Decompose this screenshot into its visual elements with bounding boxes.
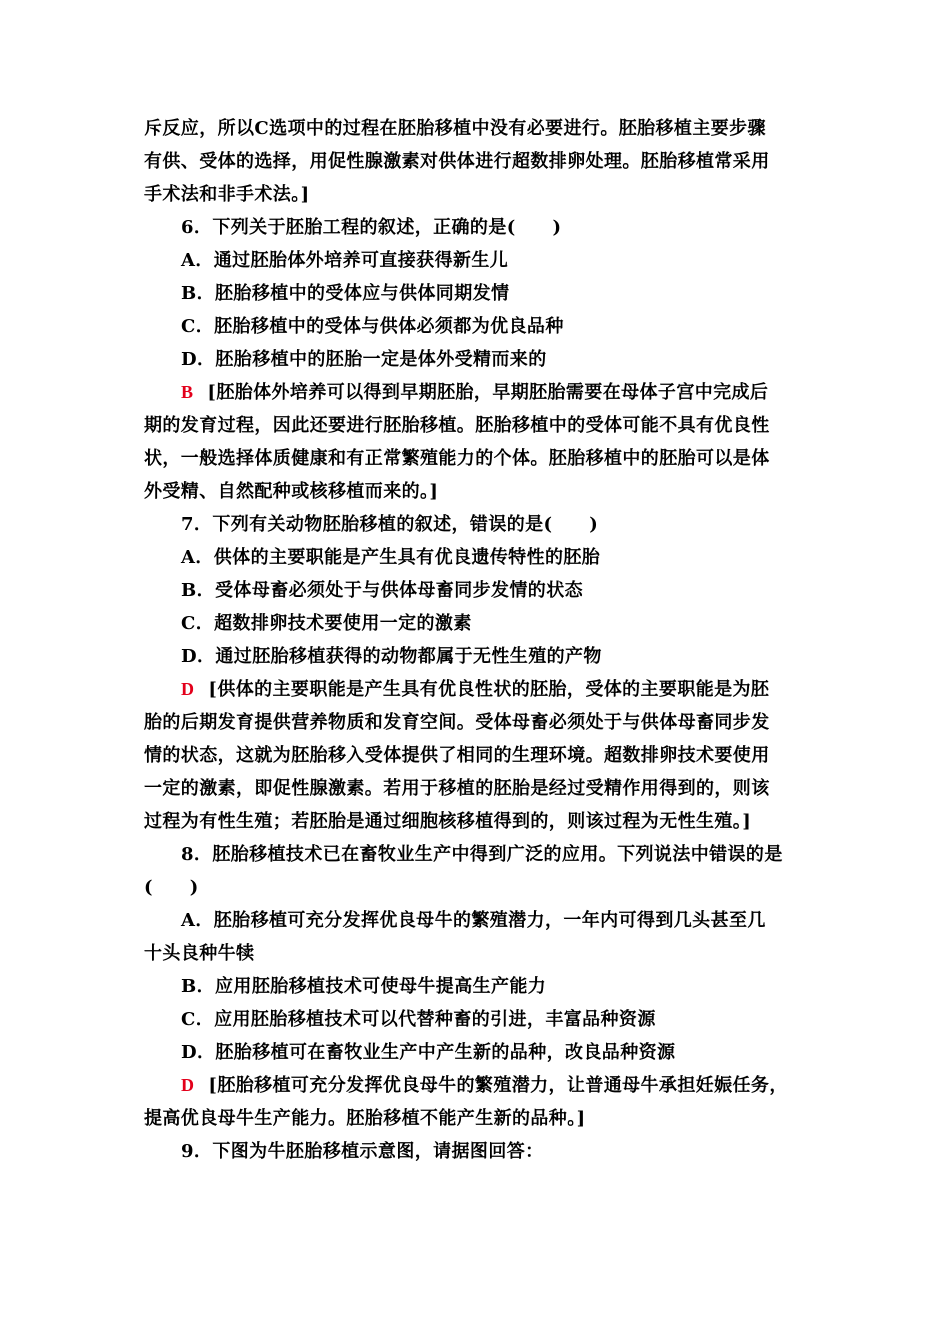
document-body xyxy=(144,112,812,1168)
text-line xyxy=(144,1135,812,1168)
answer-explanation-line xyxy=(144,673,812,706)
answer-letter: D xyxy=(181,1075,195,1095)
text-line xyxy=(144,1036,812,1069)
line-text: A．通过胚胎体外培养可直接获得新生儿 xyxy=(181,250,509,271)
text-line xyxy=(144,706,812,739)
text-line xyxy=(144,145,812,178)
text-line xyxy=(144,475,812,508)
line-text: 胎的后期发育提供营养物质和发育空间。受体母畜必须处于与供体母畜同步发 xyxy=(144,712,770,733)
line-text: 6．下列关于胚胎工程的叙述，正确的是( ) xyxy=(181,217,562,238)
answer-letter: D xyxy=(181,679,195,699)
line-text: 一定的激素，即促性腺激素。若用于移植的胚胎是经过受精作用得到的，则该 xyxy=(144,778,770,799)
text-line xyxy=(144,640,812,673)
text-line xyxy=(144,805,812,838)
line-text: 期的发育过程，因此还要进行胚胎移植。胚胎移植中的受体可能不具有优良性 xyxy=(144,415,770,436)
line-text: D．胚胎移植中的胚胎一定是体外受精而来的 xyxy=(181,349,547,370)
line-text: 外受精、自然配种或核移植而来的。] xyxy=(144,481,439,502)
line-text: [胚胎移植可充分发挥优良母牛的繁殖潜力，让普通母牛承担妊娠任务， xyxy=(208,1075,788,1096)
line-text: 手术法和非手术法。] xyxy=(144,184,310,205)
text-line xyxy=(144,904,812,937)
text-line xyxy=(144,970,812,1003)
line-text: 过程为有性生殖；若胚胎是通过细胞核移植得到的，则该过程为无性生殖。] xyxy=(144,811,752,832)
answer-letter: B xyxy=(181,382,194,402)
line-text: C．应用胚胎移植技术可以代替种畜的引进，丰富品种资源 xyxy=(181,1009,656,1030)
line-text: [胚胎体外培养可以得到早期胚胎，早期胚胎需要在母体子宫中完成后 xyxy=(207,382,769,403)
line-text: C．胚胎移植中的受体与供体必须都为优良品种 xyxy=(181,316,564,337)
line-text: 7．下列有关动物胚胎移植的叙述，错误的是( ) xyxy=(181,514,599,535)
line-text: 状，一般选择体质健康和有正常繁殖能力的个体。胚胎移植中的胚胎可以是体 xyxy=(144,448,770,469)
text-line xyxy=(144,409,812,442)
line-text: 9．下图为牛胚胎移植示意图，请据图回答： xyxy=(181,1141,544,1162)
text-line xyxy=(144,937,812,970)
answer-explanation-line xyxy=(144,1069,812,1102)
line-text: B．应用胚胎移植技术可使母牛提高生产能力 xyxy=(181,976,547,997)
text-line xyxy=(144,508,812,541)
line-text: A．供体的主要职能是产生具有优良遗传特性的胚胎 xyxy=(181,547,601,568)
text-line xyxy=(144,574,812,607)
text-line xyxy=(144,739,812,772)
answer-explanation-line xyxy=(144,376,812,409)
text-line xyxy=(144,277,812,310)
text-line xyxy=(144,310,812,343)
line-text: 8．胚胎移植技术已在畜牧业生产中得到广泛的应用。下列说法中错误的是 xyxy=(181,844,783,865)
line-text: B．受体母畜必须处于与供体母畜同步发情的状态 xyxy=(181,580,584,601)
line-text: 提高优良母牛生产能力。胚胎移植不能产生新的品种。] xyxy=(144,1108,586,1129)
line-text: 十头良种牛犊 xyxy=(144,943,255,964)
text-line xyxy=(144,772,812,805)
text-line xyxy=(144,1102,812,1135)
line-text: 情的状态，这就为胚胎移入受体提供了相同的生理环境。超数排卵技术要使用 xyxy=(144,745,770,766)
text-line xyxy=(144,871,812,904)
text-line xyxy=(144,541,812,574)
text-line xyxy=(144,607,812,640)
line-text: D．胚胎移植可在畜牧业生产中产生新的品种，改良品种资源 xyxy=(181,1042,676,1063)
text-line xyxy=(144,178,812,211)
line-text: D．通过胚胎移植获得的动物都属于无性生殖的产物 xyxy=(181,646,602,667)
text-line xyxy=(144,1003,812,1036)
line-text: C．超数排卵技术要使用一定的激素 xyxy=(181,613,472,634)
text-line xyxy=(144,211,812,244)
text-line xyxy=(144,442,812,475)
line-text: B．胚胎移植中的受体应与供体同期发情 xyxy=(181,283,510,304)
text-line xyxy=(144,244,812,277)
text-line xyxy=(144,838,812,871)
text-line xyxy=(144,112,812,145)
text-line xyxy=(144,343,812,376)
line-text: [供体的主要职能是产生具有优良性状的胚胎，受体的主要职能是为胚 xyxy=(208,679,770,700)
line-text: A．胚胎移植可充分发挥优良母牛的繁殖潜力，一年内可得到几头甚至几 xyxy=(181,910,766,931)
line-text: 斥反应，所以C选项中的过程在胚胎移植中没有必要进行。胚胎移植主要步骤 xyxy=(144,118,766,139)
line-text: ( ) xyxy=(144,877,199,898)
line-text: 有供、受体的选择，用促性腺激素对供体进行超数排卵处理。胚胎移植常采用 xyxy=(144,151,770,172)
